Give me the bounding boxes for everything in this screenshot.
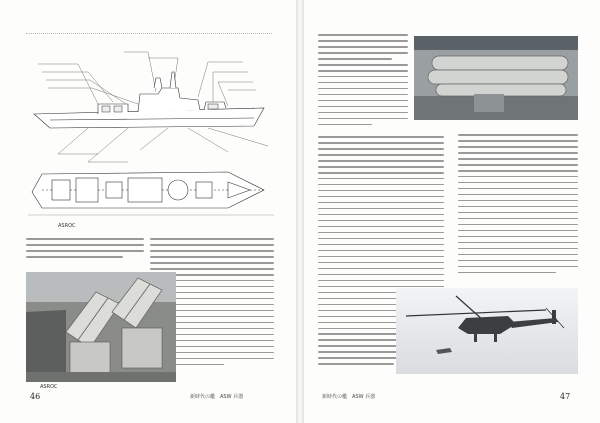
page-number: 47 <box>560 392 571 401</box>
right-text-column-1-top <box>318 34 408 130</box>
left-text-column-1 <box>26 238 144 262</box>
right-text-column-2 <box>458 134 578 278</box>
launcher-photo <box>26 272 176 382</box>
running-footer: 新時代の艦 ASW 兵器 <box>322 394 376 400</box>
torpedo-tube-photo <box>414 36 578 120</box>
running-footer: 新時代の艦 ASW 兵器 <box>190 394 244 400</box>
left-page <box>0 0 296 423</box>
ship-diagram <box>28 42 274 228</box>
page-number: 46 <box>30 392 41 401</box>
right-page <box>304 0 600 423</box>
photo-caption: ASROC <box>40 384 58 390</box>
helicopter-photo <box>396 288 578 374</box>
gutter <box>296 0 304 423</box>
header-rule <box>26 33 272 34</box>
figure-caption: ASROC <box>58 223 76 229</box>
